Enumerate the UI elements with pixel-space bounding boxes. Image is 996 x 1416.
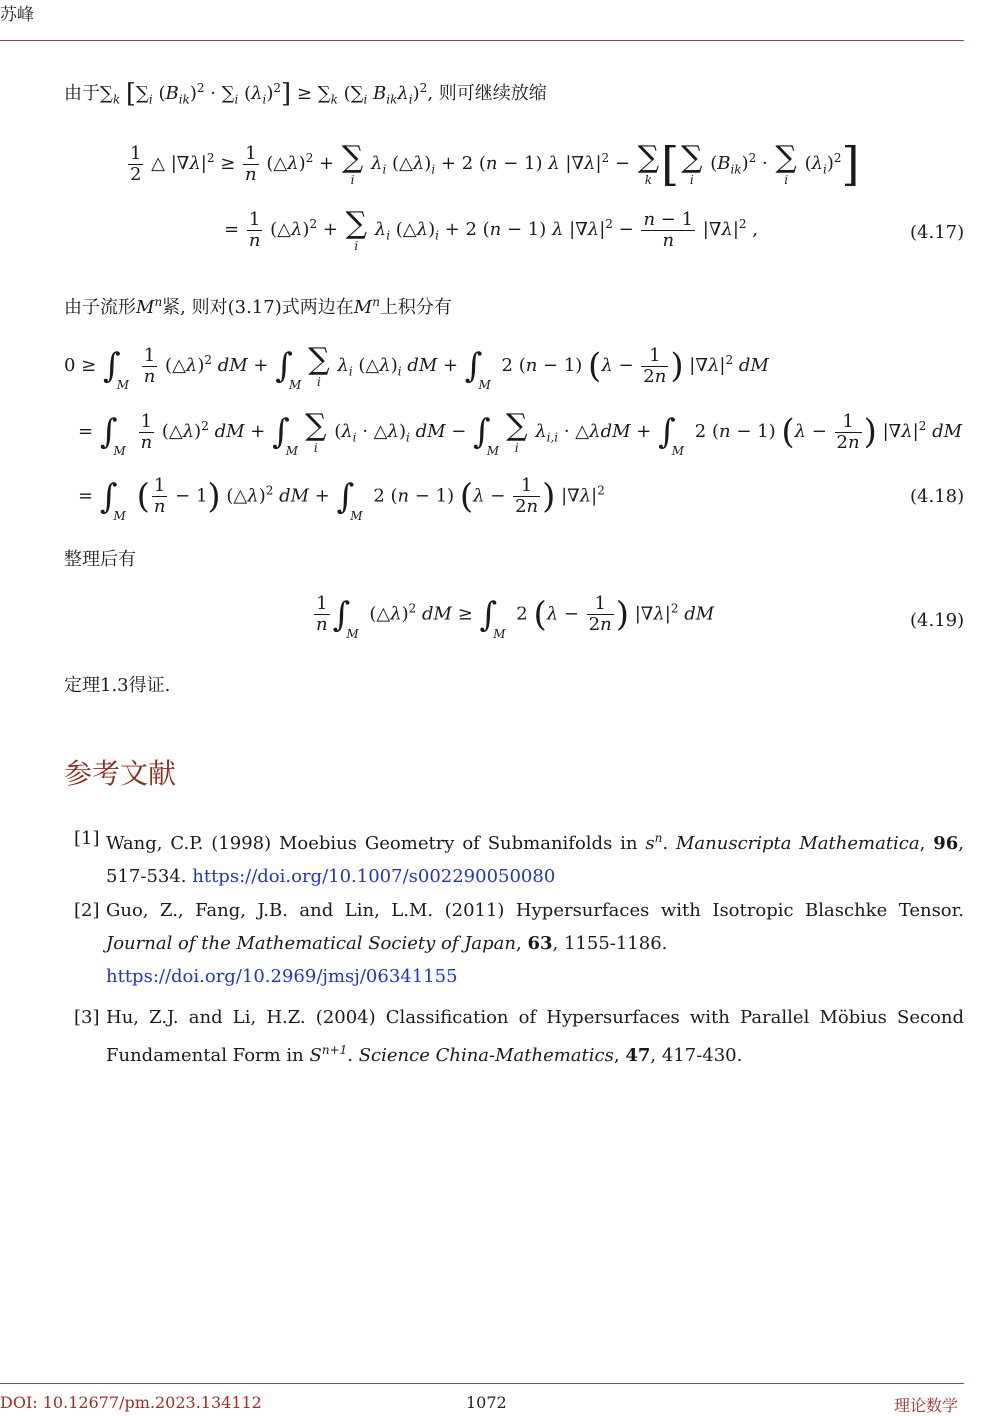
- reference-item-3: [74, 1001, 964, 1072]
- footer-page-number: 1072: [466, 1393, 507, 1412]
- paragraph-inequality-intro: [64, 74, 547, 114]
- equation-4-17-line2: = $\frac{1}{n}$ (△λ)$^2$ + ∑ i $\lambda_i$ $(\triangle\lambda)_i + 2$ (n − 1) λ $|\nabla\lambda|^2$ − $\frac{n - 1}{n}$ $|\nabla\lambda|^2$ ,: [224, 206, 758, 253]
- math-superscript: n: [654, 831, 663, 845]
- reference-item-2: [74, 894, 964, 993]
- reference-pages: , 517-534.: [106, 833, 964, 887]
- equation-4-17-line1: $\frac{1}{2}$ △ $|\nabla\lambda|^2$ ≥ $\frac{1}{n}$ (△λ)$^2$ + ∑ i $\lambda_i$ $(\triangle\lambda)_i + 2$ (n − 1) λ $|\nabla\lambda|^2$ − ∑ k [ ∑ i $(B_{ik})^2$ · ∑ i $(\lambda_i)^2$]: [130, 137, 860, 191]
- running-header-author: 苏峰: [0, 5, 34, 25]
- reference-volume: 47: [625, 1045, 651, 1066]
- equation-4-18-line1: $0 \ge \int_M$ $\frac{1}{n}$ (△λ)$^2$ dM + $\int_M$ ∑ i $\lambda_i$ $(\triangle\lambda)_i$ dM + $\int_M$ 2 (n − 1) (λ − $\frac{1}{2n}$ ) $|\nabla\lambda|^2$ dM: [64, 342, 769, 392]
- reference-doi-link[interactable]: https://doi.org/10.2969/jmsj/06341155: [106, 966, 458, 987]
- reference-journal: Manuscripta Mathematica: [675, 833, 920, 854]
- reference-authors-title: Guo, Z., Fang, J.B. and Lin, L.M. (2011) Hypersurfaces with Isotropic Blaschke Tensor.: [106, 900, 964, 921]
- reference-item-1: [74, 822, 964, 893]
- text-fragment: ,: [919, 833, 934, 854]
- paragraph-integration-intro: 由子流形$M^n$紧, 则对(3.17)式两边在$M^n$上积分有: [64, 295, 452, 318]
- header-rule: [0, 40, 964, 41]
- text-fragment: , 则可继续放缩: [427, 83, 547, 104]
- footer-doi[interactable]: DOI: 10.12677/pm.2023.134112: [0, 1393, 262, 1412]
- text-fragment: 上积分有: [379, 297, 452, 318]
- text-fragment: .: [662, 833, 676, 854]
- text-fragment: 由于: [64, 83, 100, 104]
- footer-journal-name: 理论数学: [894, 1396, 959, 1415]
- reference-journal: Journal of the Mathematical Society of Japan: [106, 933, 516, 954]
- equation-number-4-17: (4.17): [910, 222, 965, 243]
- math-superscript: n+1: [321, 1043, 348, 1057]
- paragraph-rearranged: 整理后有: [64, 549, 136, 570]
- references-heading: 参考文献: [64, 757, 177, 790]
- reference-volume: 63: [527, 933, 553, 954]
- paragraph-theorem-proved: 定理1.3得证.: [64, 675, 171, 696]
- reference-label: [2]: [74, 900, 100, 921]
- text-fragment: ,: [516, 933, 528, 954]
- equation-number-4-18: (4.18): [910, 486, 965, 507]
- text-fragment: 由子流形: [64, 297, 136, 318]
- equation-4-18-line3: = $\int_M$ ( $\frac{1}{n}$ − 1) (△λ)$^2$ dM + $\int_M$ 2 (n − 1) (λ − $\frac{1}{2n}$ ) $|\nabla\lambda|^2$: [78, 475, 605, 523]
- text-fragment: ,: [613, 1045, 626, 1066]
- text-fragment: .: [347, 1045, 359, 1066]
- inline-formula: $\sum_k$ [$\sum_i$ $(B_{ik})^2 \cdot \sum_i$ $(\lambda_i)^2] \ge \sum_k$ ($\sum_i$ $B_{ik}\lambda_i)^2$: [100, 79, 428, 109]
- equation-4-18-line2: = $\int_M$ $\frac{1}{n}$ (△λ)$^2$ dM + $\int_M$ ∑ i ($\lambda_i$ · $\triangle\lambda)_i$ dM − $\int_M$ ∑ i $\lambda_{i,i}$ · △λdM + $\int_M$ 2 (n − 1) (λ − $\frac{1}{2n}$ ) $|\nabla\lambda|^2$ dM: [78, 408, 963, 458]
- reference-pages: , 417-430.: [650, 1045, 743, 1066]
- reference-pages: , 1155-1186.: [552, 933, 668, 954]
- reference-label: [1]: [74, 828, 100, 849]
- reference-label: [3]: [74, 1007, 100, 1028]
- reference-authors-title: Wang, C.P. (1998) Moebius Geometry of Submanifolds in: [106, 833, 646, 854]
- reference-journal: Science China-Mathematics: [358, 1045, 614, 1066]
- equation-number-4-19: (4.19): [910, 610, 965, 631]
- reference-volume: 96: [933, 833, 959, 854]
- math-symbol: s: [645, 833, 655, 854]
- reference-doi-link[interactable]: https://doi.org/10.1007/s002290050080: [192, 866, 556, 887]
- math-symbol: S: [309, 1045, 322, 1066]
- reference-authors-title: Hu, Z.J. and Li, H.Z. (2004) Classification of Hypersurfaces with Parallel Möbius Second Fundamental Form in: [106, 1007, 964, 1066]
- text-fragment: 紧, 则对(3.17)式两边在: [162, 297, 354, 318]
- footer-rule: [0, 1383, 964, 1384]
- equation-4-19: $\frac{1}{n}$ $\int_M$ (△λ)$^2$ dM ≥ $\int_M$ 2 (λ − $\frac{1}{2n}$ ) $|\nabla\lambda|^2$ dM: [316, 593, 715, 641]
